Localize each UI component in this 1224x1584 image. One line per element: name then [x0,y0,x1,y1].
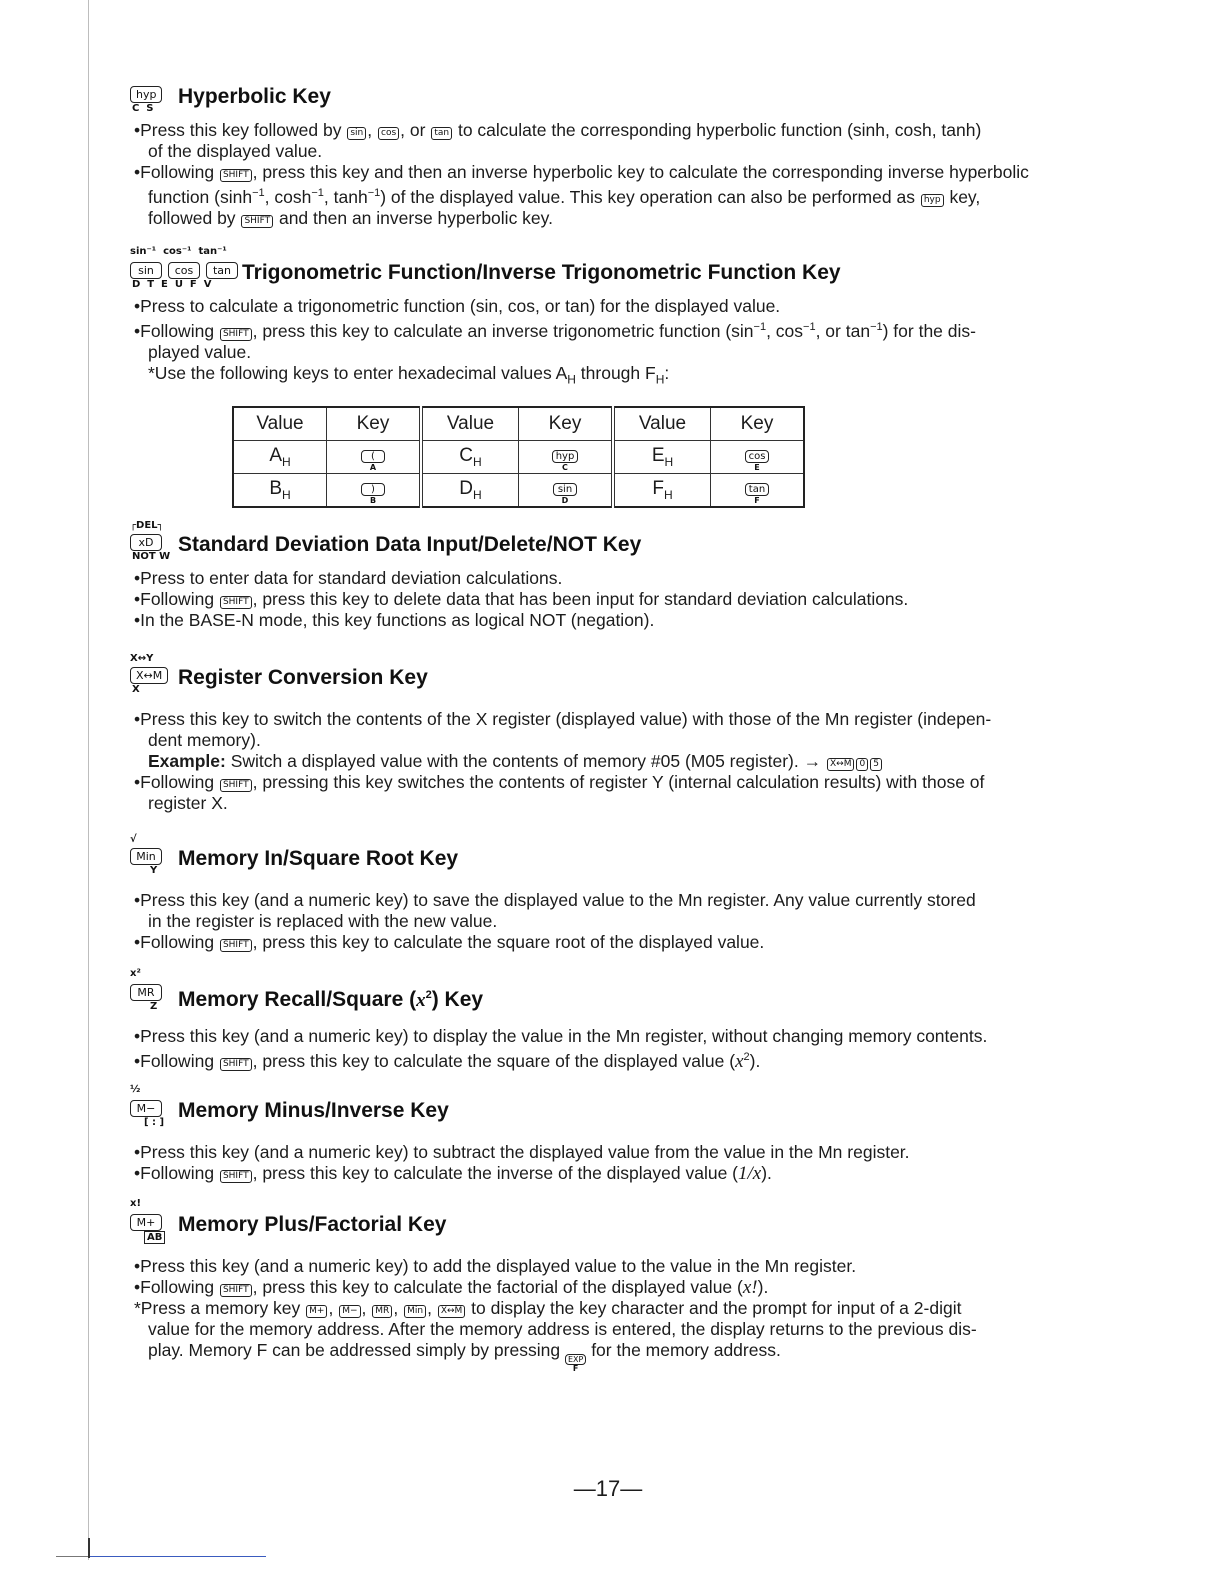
shift-key-icon: SHIFT [220,1058,252,1071]
text-line: •Press this key (and a numeric key) to subtract the displayed value from the value in the Mn register. [134,1142,910,1162]
column-header: Value [421,407,519,441]
text-line: •Following SHIFT , press this key to calculate the inverse of the displayed value (1/x). [134,1163,772,1184]
section-title: Register Conversion Key [178,666,428,689]
hyp-key-icon: hyp C S [130,86,174,114]
text-line: •Following SHIFT , pressing this key switches the contents of register Y (internal calculation results) with those of [134,772,985,792]
tan-key-icon: tan [206,262,238,279]
x-m-key-icon: X↔M X [130,667,174,695]
section-memory-recall [130,968,1090,1072]
section-memory-plus [130,1198,1090,1373]
text-line: value for the memory address. After the memory address is entered, the display returns to the previous dis- [148,1319,977,1339]
sin-key-icon: sin [130,262,162,279]
open-paren-key-icon: ( A [361,450,385,472]
text-line: •Following SHIFT , press this key to delete data that has been input for standard deviation calculations. [134,589,909,609]
text-line: *Press a memory key M+ , M− , MR , Min , X↔M to display the key character and the prompt for input of a 2-digit [134,1298,962,1318]
m-plus-key-icon: M+ AB [130,1214,174,1244]
m-minus-key-icon: M− [339,1305,360,1318]
section-memory-minus [130,1084,1090,1184]
text-line: register X. [148,793,228,813]
binder-foot-accent [90,1556,266,1557]
shift-function-labels: √ [130,834,137,845]
section-title: Standard Deviation Data Input/Delete/NOT Key [178,533,642,556]
m-minus-key-icon: M− [ : ] [130,1100,174,1128]
hyp-key-icon: hyp [921,194,944,207]
section-title: Trigonometric Function/Inverse Trigonometric Function Key [242,261,841,284]
shift-function-labels: ½ [130,1084,141,1095]
section-title: Memory Plus/Factorial Key [178,1213,447,1236]
hyp-key-icon: hyp C [552,450,579,472]
sin-key-icon: sin D [553,483,577,505]
shift-key-icon: SHIFT [220,939,252,952]
x-m-key-icon: X↔M [438,1305,465,1318]
section-trig: sin⁻¹ cos⁻¹ tan⁻¹ sin cos tan D T E U F V Trigonometric Function/Inverse Trigonometric Function Key •Press to calculate a trigonometric function (sin, cos, or tan) for the displayed value. •Following SHIFT , press this key to calculate an inverse trigonometric function ($\sin^{-1}$, $\cos^{-1}$, or $\tan^{-1}$) for the dis- played value. *Use the following keys to enter hexadecimal values $A_H$ through $F_H$: [130,246,1090,390]
binder-line [88,0,89,1560]
section-title: Memory Recall/Square $(x^2)$ Key [178,988,484,1011]
tan-key-icon: tan [431,127,452,140]
example-line: Example: Switch a displayed value with the contents of memory #05 (M05 register). → X↔M 0 5 [134,751,1090,772]
text-line: •In the BASE-N mode, this key functions as logical NOT (negation). [134,610,655,630]
section-stddev [130,520,1090,631]
shift-key-icon: SHIFT [220,169,252,182]
tan-key-icon: tan F [745,483,769,505]
text-line: play. Memory F can be addressed simply by pressing EXP F for the memory address. [148,1340,781,1373]
column-header: Key [327,407,422,441]
section-title: Hyperbolic Key [178,85,331,108]
text-line: •Following SHIFT , press this key to calculate the square root of the displayed value. [134,932,765,952]
zero-key-icon: 0 [856,758,868,771]
text-line: •Press to calculate a trigonometric function (sin, cos, or tan) for the displayed value. [134,296,781,316]
section-title: Memory In/Square Root Key [178,847,459,870]
sin-key-icon: sin [347,127,366,140]
text-line: •Press this key (and a numeric key) to display the value in the Mn register, without changing memory contents. [134,1026,988,1046]
text-line: function ($\sinh^{-1}$, $\cosh^{-1}$, $\tanh^{-1}$) of the displayed value. This key operation can also be performed as hyp key, [148,186,981,207]
shift-key-icon: SHIFT [220,779,252,792]
text-line: played value. [148,341,252,362]
section-title: Memory Minus/Inverse Key [178,1099,449,1122]
table-header-row [233,407,804,441]
shift-key-icon: SHIFT [220,1284,252,1297]
cos-key-icon: cos E [745,450,770,472]
shift-function-labels: x! [130,1198,142,1209]
column-header: Key [519,407,614,441]
section-register [130,653,1090,814]
text-line: •Following SHIFT , press this key to calculate the factorial of the displayed value (x!). [134,1277,769,1298]
text-line: •Following SHIFT , press this key and then an inverse hyperbolic key to calculate the corresponding inverse hyperbolic [134,162,1029,182]
text-line: •Press this key followed by sin , cos , or tan to calculate the corresponding hyperbolic function (sinh, cosh, tanh) [134,120,982,140]
binder-tick [88,1538,90,1558]
close-paren-key-icon: ) B [361,483,385,505]
min-key-icon: Min Y [130,848,174,876]
section-hyperbolic [130,86,1090,229]
shift-function-labels: ┌DEL┐ [130,520,164,531]
column-header: Value [233,407,327,441]
shift-key-icon: SHIFT [220,1170,252,1183]
x-m-key-icon: X↔M [827,758,854,771]
text-line: followed by SHIFT and then an inverse hyperbolic key. [148,207,553,228]
cos-key-icon: cos [168,262,200,279]
column-header: Value [613,407,711,441]
exp-key-icon: EXP F [565,1354,586,1373]
cos-key-icon: cos [378,127,399,140]
min-key-icon: Min [404,1305,426,1318]
mr-key-icon: MR [372,1305,392,1318]
table-row: $A_H$ ( A $C_H$ hyp C $E_H$ cos E [233,441,804,474]
text-line: •Press this key to switch the contents of the X register (displayed value) with those of the Mn register (indepen- [134,709,992,729]
page-number: —17— [573,1476,643,1501]
text-line: •Following SHIFT , press this key to calculate an inverse trigonometric function ($\sin^{-1}$, $\cos^{-1}$, or $\tan^{-1}$) for the dis- [134,320,976,341]
table-row: $B_H$ ) B $D_H$ sin D $F_H$ tan F [233,474,804,508]
text-line: dent memory). [148,730,261,750]
shift-key-icon: SHIFT [241,215,273,228]
text-line: *Use the following keys to enter hexadecimal values $A_H$ through $F_H$: [148,362,670,387]
text-line: •Press to enter data for standard deviation calculations. [134,568,563,588]
text-line: in the register is replaced with the new value. [148,911,498,931]
m-plus-key-icon: M+ [306,1305,327,1318]
text-line: •Following SHIFT , press this key to calculate the square of the displayed value $(x^2)$. [134,1050,761,1072]
shift-key-icon: SHIFT [220,328,252,341]
shift-function-labels: X↔Y [130,653,154,664]
section-memory-in [130,834,1090,953]
text-line: •Press this key (and a numeric key) to add the displayed value to the value in the Mn register. [134,1256,857,1276]
mr-key-icon: MR Z [130,984,174,1012]
shift-function-labels: x² [130,968,141,979]
column-header: Key [711,407,805,441]
text-line: of the displayed value. [148,141,323,161]
text-line: •Press this key (and a numeric key) to save the displayed value to the Mn register. Any value currently stored [134,890,976,910]
five-key-icon: 5 [870,758,882,771]
shift-key-icon: SHIFT [220,596,252,609]
xd-key-icon: xD NOT W [132,536,171,562]
shift-function-labels: sin⁻¹ cos⁻¹ tan⁻¹ [130,246,227,257]
hex-key-table [232,406,805,508]
